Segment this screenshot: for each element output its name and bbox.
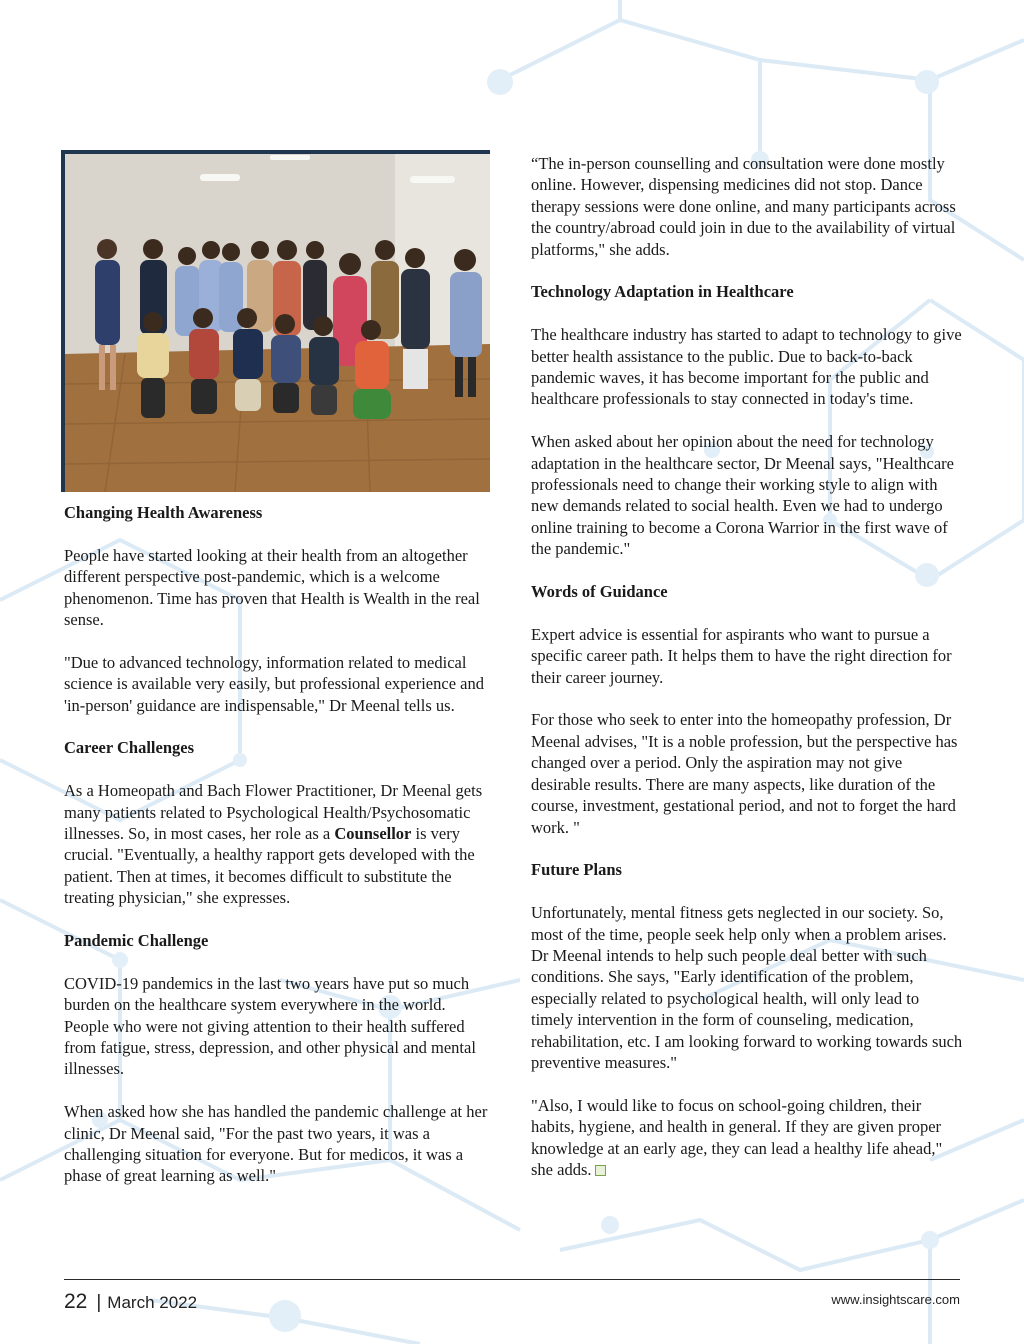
section-heading-technology-adaptation: Technology Adaptation in Healthcare bbox=[531, 282, 794, 302]
paragraph-text: "Also, I would like to focus on school-going children, their habits, hygiene, and health in general. If they are given proper knowledge at an early age, they can lead a healthy life ahead," she adds. bbox=[531, 1095, 943, 1179]
section-heading-pandemic-challenge: Pandemic Challenge bbox=[64, 931, 209, 951]
footer-divider bbox=[64, 1279, 960, 1280]
website-url: www.insightscare.com bbox=[831, 1292, 960, 1307]
paragraph: “The in-person counselling and consultation were done mostly online. However, dispensing medicines did not stop. Dance therapy sessions were done online, and many participants across the country/abroad could join in due to the availability of virtual platforms," she adds. bbox=[531, 154, 956, 259]
paragraph: Unfortunately, mental fitness gets neglected in our society. So, most of the time, people seek help only when a problem arises. Dr Meenal intends to help such people deal better with such conditions. She says, "Early identification of the problem, especially related to psychological health, will only lead to timely intervention in the form of counseling, medication, rehabilitation, etc. I am looking forward to working towards such preventive measures." bbox=[531, 903, 963, 1072]
paragraph bbox=[531, 1095, 963, 1181]
emphasis-counsellor: Counsellor bbox=[334, 824, 412, 844]
end-of-article-icon bbox=[595, 1165, 606, 1176]
footer-separator: | bbox=[96, 1292, 102, 1313]
right-column bbox=[531, 153, 963, 1202]
paragraph: Expert advice is essential for aspirants who want to pursue a specific career path. It helps them to have the right direction for their career journey. bbox=[531, 624, 952, 687]
paragraph: When asked how she has handled the pandemic challenge at her clinic, Dr Meenal said, "For the past two years, it was a challenging situation for everyone. But for medicos, it was a phase of great learning as well." bbox=[64, 1102, 488, 1186]
paragraph bbox=[64, 780, 494, 908]
footer-page-info bbox=[64, 1290, 197, 1314]
section-heading-words-of-guidance: Words of Guidance bbox=[531, 582, 668, 602]
paragraph: COVID-19 pandemics in the last two years have put so much burden on the healthcare system everywhere in the world. People who were not giving attention to their health suffered from fatigue, stress, depression, and other physical and mental illnesses. bbox=[64, 973, 476, 1079]
paragraph: For those who seek to enter into the homeopathy profession, Dr Meenal advises, "It is a noble profession, but the perspective has changed over a period. Only the aspiration may not give desirable results. There are many aspects, like duration of the course, investment, gestational period, and not to forget the hard work. " bbox=[531, 710, 958, 837]
section-heading-career-challenges: Career Challenges bbox=[64, 738, 194, 758]
paragraph-text: As a Homeopath and Bach Flower Practitioner, Dr Meenal gets many patients related to Psychological Health/Psychosomatic illnesses. So, in most cases, her role as a bbox=[64, 781, 483, 844]
section-heading-changing-health-awareness: Changing Health Awareness bbox=[64, 503, 263, 522]
paragraph: "Due to advanced technology, information related to medical science is available very easily, but professional experience and 'in-person' guidance are indispensable," Dr Meenal tells us. bbox=[64, 652, 484, 715]
paragraph-text: is very crucial. "Eventually, a healthy rapport gets developed with the patient. Then at times, it becomes difficult to substitute the treating physician," she expresses. bbox=[64, 824, 475, 908]
paragraph: People have started looking at their health from an altogether different perspective post-pandemic, which is a welcome phenomenon. Time has proven that Health is Wealth in the real sense. bbox=[64, 545, 480, 630]
paragraph: When asked about her opinion about the need for technology adaptation in the healthcare sector, Dr Meenal says, "Healthcare professionals need to change their working style to align with new demands related to social health. Even we had to undergo online training to become a Corona Warrior in the first wave of the pandemic." bbox=[531, 432, 954, 559]
left-column bbox=[64, 502, 494, 1208]
group-photo bbox=[61, 150, 490, 492]
section-heading-future-plans: Future Plans bbox=[531, 860, 622, 880]
paragraph: The healthcare industry has started to adapt to technology to give better health assistance to the public. Due to back-to-back pandemic waves, it has become important for the public and healthcare professionals to stay connected in today's time. bbox=[531, 325, 962, 409]
page-number: 22 bbox=[64, 1290, 88, 1313]
issue-date: March 2022 bbox=[107, 1293, 198, 1312]
